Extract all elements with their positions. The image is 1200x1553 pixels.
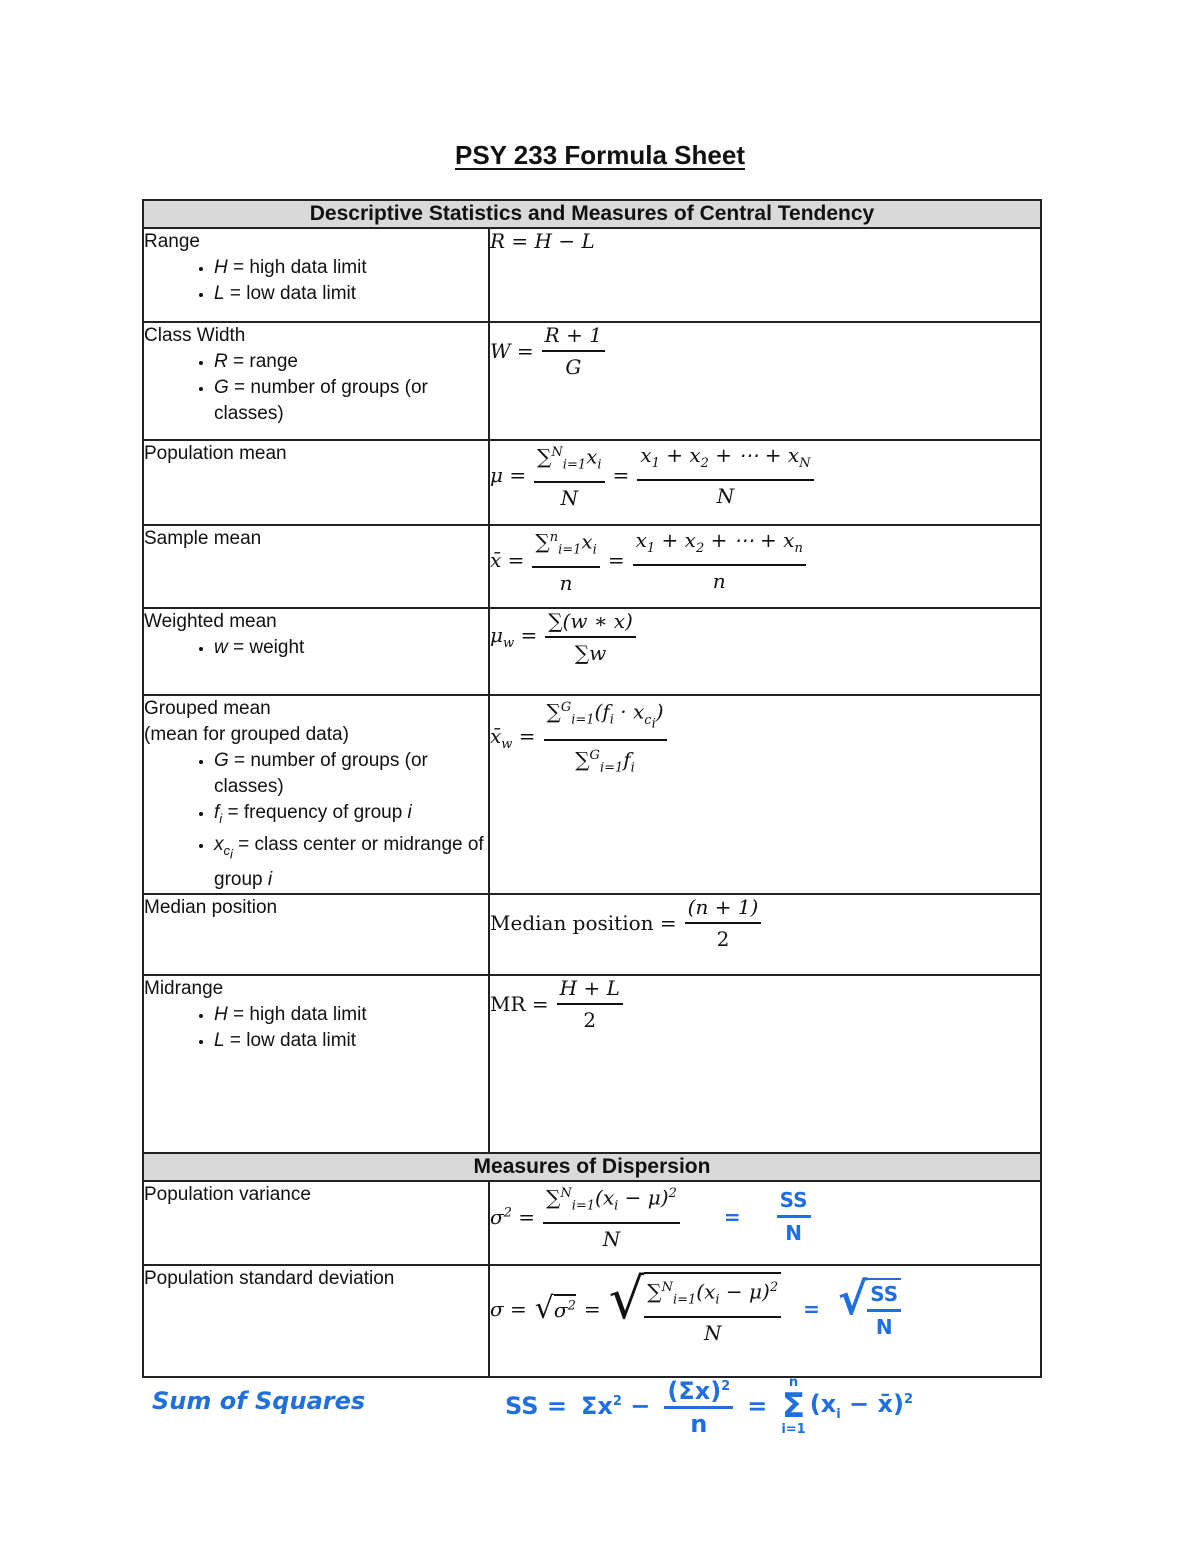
- weighted-mean-formula: $\mu_w$ = $\frac{\sum(w ∗ x)}{\sum w}$: [490, 609, 1040, 665]
- class-width-formula: W = $\frac{R + 1}{G}$: [490, 323, 1040, 379]
- handwritten-ss-over-n: $\frac{SS}{N}$: [777, 1188, 811, 1245]
- row-label: Median position: [144, 897, 278, 919]
- row-label: Midrange: [144, 978, 224, 1000]
- row-formula: [489, 975, 1041, 1153]
- row-formula: [489, 525, 1041, 608]
- handwritten-equals: =: [723, 1204, 741, 1229]
- sum-of-squares-label: Sum of Squares: [152, 1387, 366, 1415]
- row-label: Grouped mean: [144, 698, 271, 719]
- bullet-item: • G = number of groups (or classes): [214, 748, 488, 800]
- table-row: [143, 975, 1041, 1153]
- grouped-mean-formula: $x̄_w$ = $\frac{\sum^G_{i=1}(f_i \cdot x_{c_i})}{\sum^G_{i=1}f_i}$: [490, 696, 1040, 781]
- row-formula: [489, 322, 1041, 440]
- bullet-item: • $x_{c_i}$ = class center or midrange of group i: [214, 832, 488, 893]
- row-description: [143, 1181, 489, 1265]
- row-label: Population standard deviation: [144, 1268, 395, 1290]
- table-row: [143, 894, 1041, 975]
- population-variance-formula: $\sigma^2$ = $\frac{\sum^N_{i=1}(x_i - \mu)^2}{N}$ = $\frac{SS}{N}$: [490, 1182, 1040, 1251]
- row-description: [143, 975, 489, 1153]
- handwritten-equals: =: [803, 1296, 820, 1321]
- table-row: [143, 322, 1041, 440]
- population-sd-formula: σ = √ $\sigma^2$ = √ $\frac{\sum^N_{i=1}(x_i - \mu)^2}{N}$ = √ $\frac{SS}{N}$: [490, 1272, 1040, 1345]
- row-sublabel: (mean for grouped data): [144, 724, 349, 745]
- row-description: [143, 322, 489, 440]
- row-formula: [489, 695, 1041, 894]
- row-description: [143, 525, 489, 608]
- median-position-formula: Median position = $\frac{(n + 1)}{2}$: [490, 895, 1040, 951]
- row-label: Weighted mean: [144, 611, 277, 632]
- row-label: Sample mean: [144, 528, 262, 549]
- row-label: Population mean: [144, 443, 287, 464]
- range-formula: R = H − L: [490, 229, 595, 253]
- row-description: [143, 228, 489, 322]
- midrange-formula: MR = $\frac{H + L}{2}$: [490, 976, 1040, 1032]
- row-formula: [489, 1265, 1041, 1377]
- row-formula: [489, 894, 1041, 975]
- section-heading: Descriptive Statistics and Measures of Central Tendency: [143, 200, 1041, 228]
- row-formula: [489, 228, 1041, 322]
- table-row: [143, 1265, 1041, 1377]
- row-description: [143, 1265, 489, 1377]
- row-description: [143, 608, 489, 695]
- row-formula: [489, 1181, 1041, 1265]
- section-header-row: [143, 200, 1041, 228]
- sum-of-squares-formula: SS = $\Sigma x^2$ − $\frac{(\Sigma x)^2}{n}$ = n Σ i=1 ($x_i$ − x̄)$^2$: [505, 1374, 913, 1438]
- row-label: Population variance: [144, 1184, 311, 1206]
- bullet-item: • L = low data limit: [214, 1028, 488, 1054]
- bullet-item: • R = range: [214, 349, 488, 375]
- handwritten-note: [0, 1375, 1200, 1465]
- row-formula: [489, 440, 1041, 525]
- bullet-item: • L = low data limit: [214, 281, 488, 307]
- table-row: [143, 1181, 1041, 1265]
- page-title: PSY 233 Formula Sheet: [455, 140, 745, 170]
- row-description: [143, 440, 489, 525]
- bullet-item: • H = high data limit: [214, 1002, 488, 1028]
- population-mean-formula: μ = $\frac{\sum^N_{i=1}x_i}{N}$ = $\frac{x_1 + x_2 + \cdots + x_N}{N}$: [490, 441, 1040, 510]
- bullet-item: • w = weight: [214, 635, 488, 661]
- row-description: [143, 695, 489, 894]
- row-label: Range: [144, 231, 200, 252]
- formula-table: [142, 199, 1042, 1378]
- section-heading: Measures of Dispersion: [143, 1153, 1041, 1181]
- table-row: [143, 440, 1041, 525]
- bullet-item: • G = number of groups (or classes): [214, 375, 488, 427]
- table-row: [143, 228, 1041, 322]
- handwritten-sqrt-ss-over-n: √ $\frac{SS}{N}$: [838, 1278, 901, 1339]
- sample-mean-formula: x̄ = $\frac{\sum^n_{i=1}x_i}{n}$ = $\frac{x_1 + x_2 + \cdots + x_n}{n}$: [490, 526, 1040, 595]
- table-row: [143, 695, 1041, 894]
- row-label: Class Width: [144, 325, 246, 346]
- section-header-row: [143, 1153, 1041, 1181]
- row-description: [143, 894, 489, 975]
- table-row: [143, 608, 1041, 695]
- bullet-item: • $f_i$ = frequency of group i: [214, 800, 488, 832]
- row-formula: [489, 608, 1041, 695]
- bullet-item: • H = high data limit: [214, 255, 488, 281]
- table-row: [143, 525, 1041, 608]
